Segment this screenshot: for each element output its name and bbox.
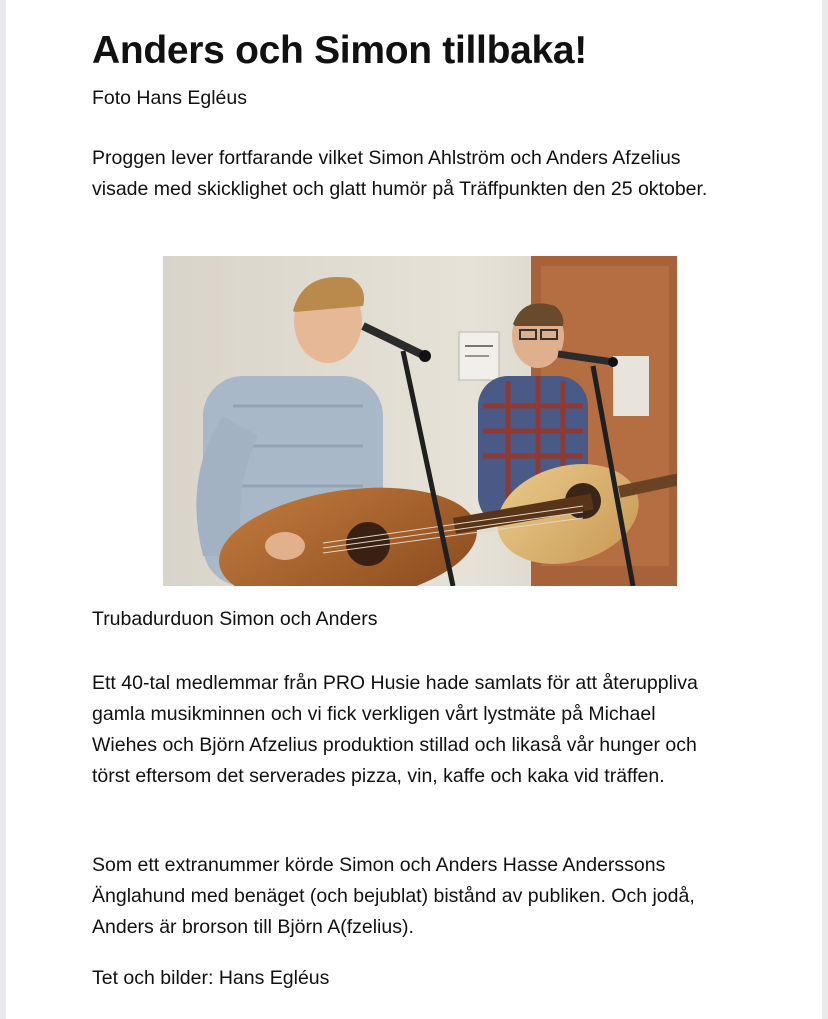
author-credit: Tet och bilder: Hans Egléus [92, 967, 330, 989]
page [6, 0, 822, 1019]
photo-caption: Trubadurduon Simon och Anders [92, 608, 378, 630]
article-photo [163, 256, 677, 586]
body-paragraph-1: Ett 40-tal medlemmar från PRO Husie hade samlats för att återuppliva gamla musikminnen och vi fick verkligen vårt lystmäte på Michael Wiehes och Björn Afzelius produktion stillad och likaså vår hunger och törst eftersom det serverades pizza, vin, kaffe och kaka vid träffen. [92, 672, 698, 787]
intro-paragraph: Proggen lever fortfarande vilket Simon Ahlström och Anders Afzelius visade med skicklighet och glatt humör på Träffpunkten den 25 oktober. [92, 147, 708, 200]
article-title: Anders och Simon tillbaka! [92, 29, 587, 72]
photo-credit: Foto Hans Egléus [92, 87, 248, 109]
body-paragraph-2: Som ett extranummer körde Simon och Anders Hasse Anderssons Änglahund med benäget (och bejublat) bistånd av publiken. Och jodå, Anders är brorson till Björn A(fzelius). [92, 854, 695, 938]
